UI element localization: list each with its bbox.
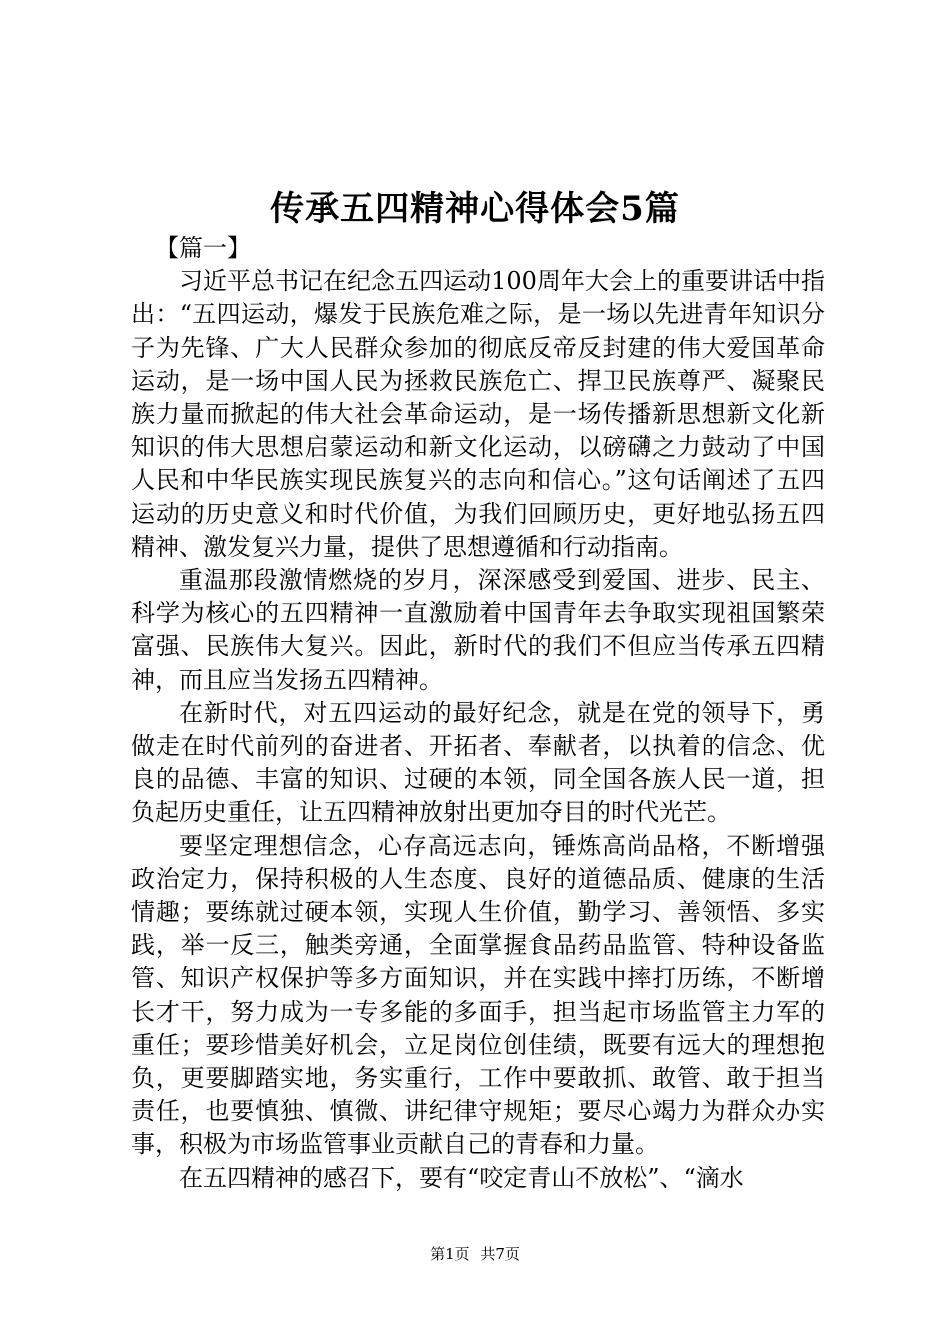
paragraph-4: 要坚定理想信念，心存高远志向，锤炼高尚品格，不断增强政治定力，保持积极的人生态度、良好的道德品质、健康的生活情趣；要练就过硬本领，实现人生价值，勤学习、善领悟、多实践，举一反三，触类旁通，全面掌握食品药品监管、特种设备监管、知识产权保护等多方面知识，并在实践中摔打历练，不断增长才干，努力成为一专多能的多面手，担当起市场监管主力军的重任；要珍惜美好机会，立足岗位创佳绩，既要有远大的理想抱负，更要脚踏实地，务实重行，工作中要敢抓、敢管、敢于担当责任，也要慎独、慎微、讲纪律守规矩；要尽心竭力为群众办实事，积极为市场监管事业贡献自己的青春和力量。 — [131, 831, 825, 1159]
document-body — [131, 232, 825, 1195]
paragraph-2: 重温那段激情燃烧的岁月，深深感受到爱国、进步、民主、科学为核心的五四精神一直激励着中国青年去争取实现祖国繁荣富强、民族伟大复兴。因此，新时代的我们不但应当传承五四精神，而且应当发扬五四精神。 — [131, 566, 825, 694]
section-label: 【篇一】 — [155, 234, 251, 262]
page-footer — [0, 1244, 950, 1264]
paragraph-1: 习近平总书记在纪念五四运动100周年大会上的重要讲话中指出：“五四运动，爆发于民族危难之际，是一场以先进青年知识分子为先锋、广大人民群众参加的彻底反帝反封建的伟大爱国革命运动，是一场中国人民为拯救民族危亡、捍卫民族尊严、凝聚民族力量而掀起的伟大社会革命运动，是一场传播新思想新文化新知识的伟大思想启蒙运动和新文化运动，以磅礴之力鼓动了中国人民和中华民族实现民族复兴的志向和信心。”这句话阐述了五四运动的历史意义和时代价值，为我们回顾历史，更好地弘扬五四精神、激发复兴力量，提供了思想遵循和行动指南。 — [131, 267, 825, 561]
paragraph-3: 在新时代，对五四运动的最好纪念，就是在党的领导下，勇做走在时代前列的奋进者、开拓者、奉献者，以执着的信念、优良的品德、丰富的知识、过硬的本领，同全国各族人民一道，担负起历史重任，让五四精神放射出更加夺目的时代光芒。 — [131, 698, 825, 827]
paragraph-5: 在五四精神的感召下，要有“咬定青山不放松”、“滴水 — [179, 1163, 744, 1192]
page-total: 共7页 — [480, 1245, 520, 1263]
page-number: 第1页 — [430, 1245, 470, 1263]
document-title: 传承五四精神心得体会5篇 — [270, 189, 680, 229]
